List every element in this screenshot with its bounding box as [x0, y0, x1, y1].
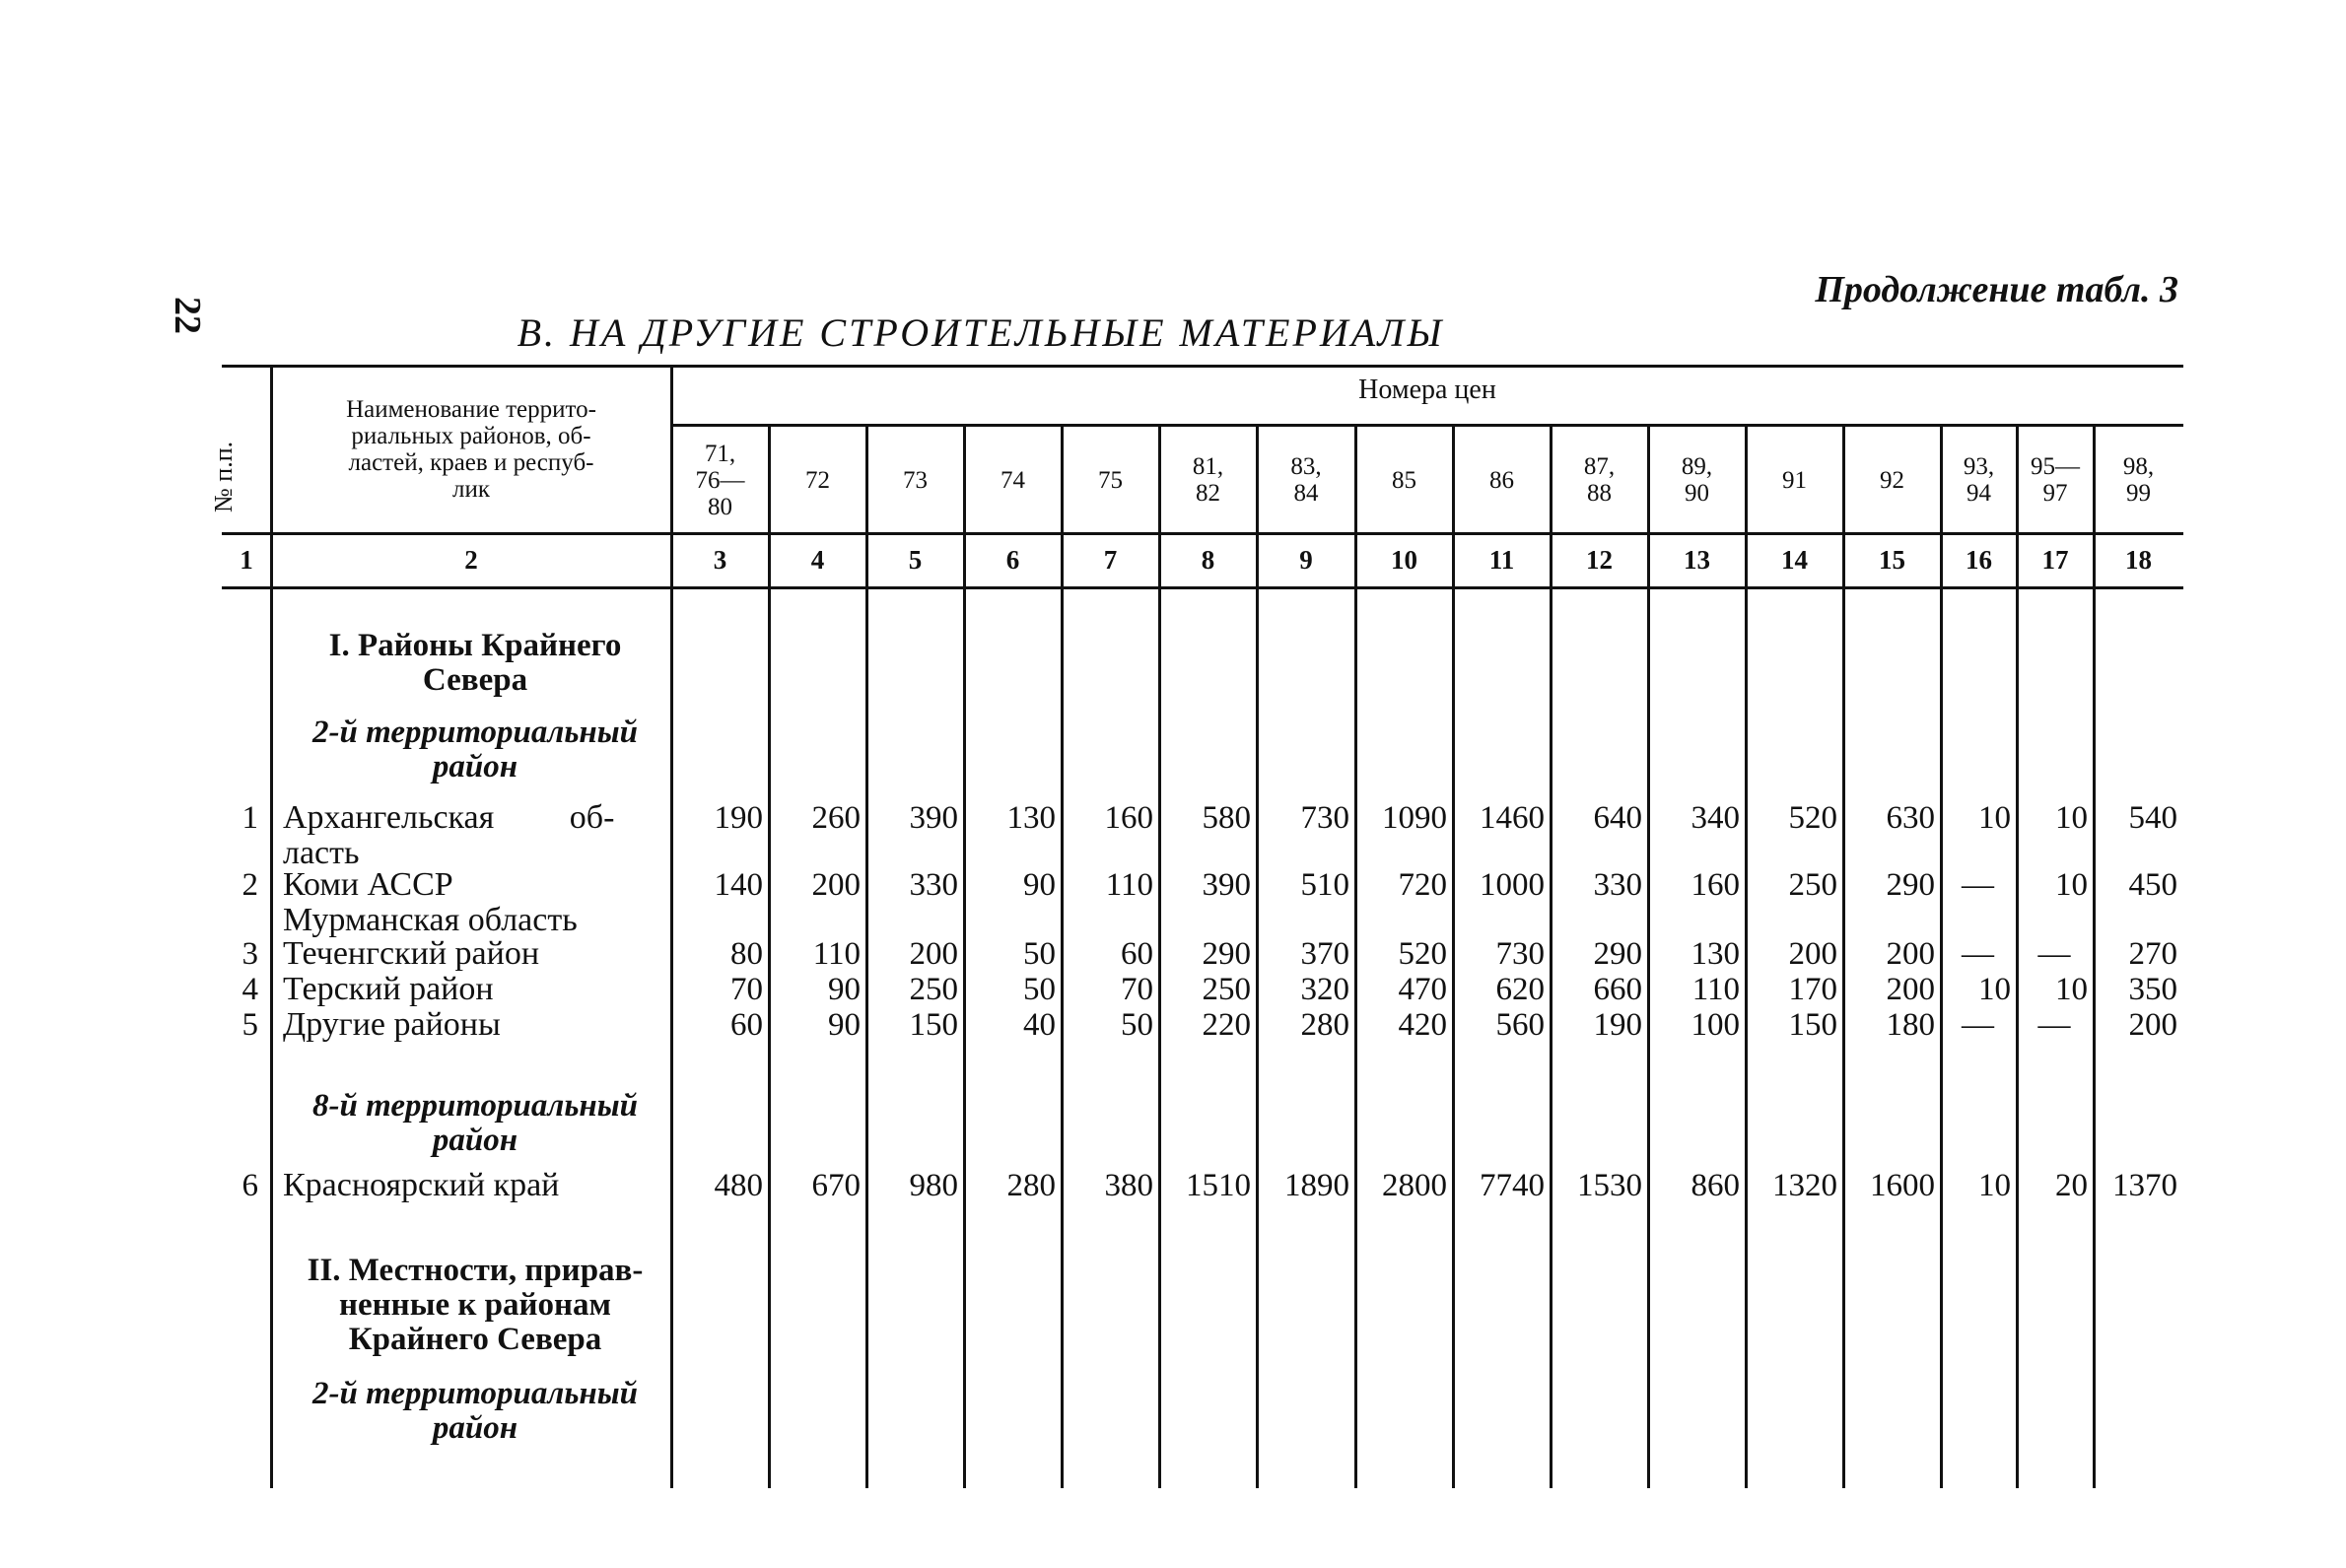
- table-title: В. НА ДРУГИЕ СТРОИТЕЛЬНЫЕ МАТЕРИАЛЫ: [517, 310, 1445, 355]
- section-2-title-line: Крайнего Севера: [348, 1322, 602, 1357]
- cell-value: 90: [828, 1007, 861, 1043]
- column-number: 6: [1005, 545, 1020, 575]
- rule-col-14: [1842, 424, 1845, 1488]
- column-number: 13: [1684, 545, 1710, 575]
- section-1-title-line: I. Районы Крайнего: [328, 628, 622, 663]
- cell-value: 60: [1121, 936, 1153, 972]
- column-number: 2: [464, 545, 478, 575]
- cell-value: 200: [909, 936, 958, 972]
- cell-value: 1890: [1284, 1168, 1349, 1203]
- header-price-line: 81,: [1192, 453, 1224, 480]
- cell-value: 520: [1788, 800, 1837, 836]
- rule-col-6: [1061, 424, 1064, 1488]
- header-price-line: 74: [1000, 466, 1025, 494]
- cell-value: 340: [1690, 800, 1740, 836]
- cell-value: 170: [1788, 972, 1837, 1007]
- section-1-title: [283, 629, 667, 698]
- header-price-col: [866, 467, 964, 494]
- cell-value: 140: [714, 867, 763, 903]
- rule-col-15: [1940, 424, 1943, 1488]
- column-number: 16: [1966, 545, 1992, 575]
- cell-value: 420: [1398, 1007, 1447, 1043]
- cell-value: 670: [811, 1168, 861, 1203]
- cell-value: 200: [1788, 936, 1837, 972]
- cell-value: 510: [1300, 867, 1349, 903]
- section-1-district-2-line: район: [432, 749, 518, 784]
- cell-value: 560: [1495, 1007, 1545, 1043]
- cell-value: 10: [2055, 867, 2088, 903]
- row-number: 1: [242, 800, 258, 836]
- row-name-line: Коми АССР: [283, 866, 453, 903]
- cell-value: 110: [1691, 972, 1740, 1007]
- column-number: 17: [2041, 545, 2069, 575]
- rule-col-3: [768, 424, 771, 1488]
- row-name-line: ласть: [283, 835, 360, 871]
- header-price-line: 75: [1098, 466, 1123, 494]
- cell-value: 20: [2055, 1168, 2088, 1203]
- cell-value: 980: [909, 1168, 958, 1203]
- column-number: 5: [908, 545, 923, 575]
- cell-value: 620: [1495, 972, 1545, 1007]
- header-price-col: [769, 467, 866, 494]
- column-number: 14: [1781, 545, 1808, 575]
- header-price-line: 85: [1392, 466, 1416, 494]
- header-price-col: [1159, 453, 1257, 507]
- column-number: 9: [1299, 545, 1313, 575]
- cell-value: 630: [1886, 800, 1935, 836]
- cell-value: 90: [828, 972, 861, 1007]
- rule-col-10: [1452, 424, 1455, 1488]
- header-price-col: [1843, 467, 1941, 494]
- cell-value: 160: [1690, 867, 1740, 903]
- cell-value: 280: [1006, 1168, 1056, 1203]
- cell-value: 730: [1300, 800, 1349, 836]
- cell-value: 350: [2128, 972, 2177, 1007]
- header-price-col: [1746, 467, 1843, 494]
- cell-value: 580: [1202, 800, 1251, 836]
- column-number: 8: [1201, 545, 1215, 575]
- cell-value: 50: [1023, 972, 1056, 1007]
- cell-value: 1600: [1870, 1168, 1935, 1203]
- cell-value: 160: [1104, 800, 1153, 836]
- header-price-line: 92: [1880, 466, 1904, 494]
- header-name-line: ластей, краев и респуб-: [348, 449, 594, 476]
- cell-value: 370: [1300, 936, 1349, 972]
- rule-col-17: [2093, 424, 2096, 1488]
- cell-value: 70: [730, 972, 763, 1007]
- row-number: 4: [242, 972, 258, 1007]
- section-1-district-8-line: 8-й территориальный: [312, 1088, 638, 1124]
- cell-value: 1530: [1577, 1168, 1642, 1203]
- cell-value: 380: [1104, 1168, 1153, 1203]
- cell-value: 200: [1886, 936, 1935, 972]
- rule-col-12: [1647, 424, 1650, 1488]
- header-price-line: 87,: [1583, 453, 1616, 480]
- row-number: 2: [242, 867, 258, 903]
- rule-col-2: [670, 365, 673, 1488]
- cell-value: 190: [714, 800, 763, 836]
- header-price-col: [1062, 467, 1159, 494]
- cell-value: 190: [1593, 1007, 1642, 1043]
- cell-value: 250: [1788, 867, 1837, 903]
- continuation-label: Продолжение табл. 3: [1815, 269, 2178, 310]
- row-name-line: Терский район: [283, 971, 494, 1007]
- cell-value: 130: [1690, 936, 1740, 972]
- row-name-line: Теченгский район: [283, 935, 540, 972]
- cell-value: 200: [811, 867, 861, 903]
- header-price-line: 91: [1782, 466, 1807, 494]
- cell-value: 150: [909, 1007, 958, 1043]
- cell-value: 50: [1121, 1007, 1153, 1043]
- header-prices-title: Номера цен: [1358, 375, 1496, 405]
- rule-col-16: [2016, 424, 2019, 1488]
- rule-col-11: [1550, 424, 1552, 1488]
- cell-value: 520: [1398, 936, 1447, 972]
- cell-value: 80: [730, 936, 763, 972]
- column-number: 4: [810, 545, 825, 575]
- cell-value: 10: [2055, 972, 2088, 1007]
- cell-value: 640: [1593, 800, 1642, 836]
- header-price-line: 95—: [2031, 453, 2080, 480]
- rule-col-1: [270, 365, 273, 1488]
- header-name-line: лик: [451, 476, 490, 503]
- cell-value: 660: [1593, 972, 1642, 1007]
- header-price-line: 72: [805, 466, 830, 494]
- cell-value: 70: [1121, 972, 1153, 1007]
- cell-value: 330: [909, 867, 958, 903]
- header-price-line: 89,: [1681, 453, 1713, 480]
- column-number: 11: [1488, 545, 1515, 575]
- row-number: 3: [242, 936, 258, 972]
- cell-value: 470: [1398, 972, 1447, 1007]
- header-price-col: [1453, 467, 1551, 494]
- header-price-line: 98,: [2122, 453, 2155, 480]
- header-price-col: [1551, 453, 1648, 507]
- header-price-line: 71,: [704, 440, 736, 467]
- page-number: 22: [167, 297, 208, 334]
- header-price-line: 84: [1293, 480, 1319, 507]
- cell-value: 10: [1978, 972, 2011, 1007]
- section-1-district-2-line: 2-й территориальный: [312, 715, 638, 750]
- cell-value: 150: [1788, 1007, 1837, 1043]
- header-price-line: 76—: [695, 466, 745, 494]
- section-1-district-8-line: район: [432, 1123, 518, 1158]
- cell-value: 290: [1202, 936, 1251, 972]
- header-price-col: [1355, 467, 1453, 494]
- rule-col-7: [1158, 424, 1161, 1488]
- rule-top: [222, 365, 2183, 368]
- cell-value: 110: [812, 936, 861, 972]
- cell-value: 130: [1006, 800, 1056, 836]
- header-price-col: [2094, 453, 2183, 507]
- header-price-col: [964, 467, 1062, 494]
- rule-numbers-bottom: [222, 586, 2183, 589]
- column-number: 3: [713, 545, 727, 575]
- header-name-line: риальных районов, об-: [351, 423, 591, 449]
- header-price-line: 86: [1489, 466, 1514, 494]
- rule-col-8: [1256, 424, 1259, 1488]
- row-name: [283, 1168, 667, 1203]
- section-2-title-line: II. Местности, прирав-: [307, 1253, 644, 1288]
- cell-value: 90: [1023, 867, 1056, 903]
- row-number: 6: [242, 1168, 258, 1203]
- section-1-title-line: Севера: [422, 662, 528, 698]
- cell-value: 110: [1105, 867, 1153, 903]
- cell-value: 720: [1398, 867, 1447, 903]
- section-1-district-8: [283, 1089, 667, 1158]
- cell-value: 1460: [1480, 800, 1545, 836]
- cell-value: 40: [1023, 1007, 1056, 1043]
- header-price-line: 90: [1685, 480, 1709, 507]
- cell-value: 250: [909, 972, 958, 1007]
- rule-col-9: [1354, 424, 1357, 1488]
- rule-col-5: [963, 424, 966, 1488]
- cell-value: 270: [2128, 936, 2177, 972]
- cell-value: 250: [1202, 972, 1251, 1007]
- cell-value: 10: [1978, 1168, 2011, 1203]
- row-label-murmansk: Мурманская область: [283, 902, 578, 938]
- cell-value: 730: [1495, 936, 1545, 972]
- column-number: 1: [240, 545, 253, 575]
- cell-value: 260: [811, 800, 861, 836]
- cell-value: 540: [2128, 800, 2177, 836]
- row-name: [283, 972, 667, 1007]
- header-price-col: [1257, 453, 1355, 507]
- cell-value: 180: [1886, 1007, 1935, 1043]
- cell-value: —: [2037, 936, 2071, 972]
- row-name-line: Другие районы: [283, 1006, 501, 1043]
- rule-col-13: [1745, 424, 1748, 1488]
- cell-value: 320: [1300, 972, 1349, 1007]
- header-price-line: 80: [708, 493, 732, 520]
- cell-value: —: [1962, 1007, 1994, 1043]
- cell-value: 200: [1886, 972, 1935, 1007]
- header-price-line: 94: [1966, 480, 1991, 507]
- section-2-district-2: [283, 1377, 667, 1446]
- cell-value: 100: [1690, 1007, 1740, 1043]
- cell-value: 450: [2128, 867, 2177, 903]
- cell-value: 290: [1886, 867, 1935, 903]
- cell-value: 860: [1690, 1168, 1740, 1203]
- header-price-line: 73: [903, 466, 928, 494]
- section-2-district-2-line: район: [432, 1410, 518, 1446]
- header-price-line: 82: [1196, 480, 1220, 507]
- column-number: 15: [1879, 545, 1905, 575]
- column-number: 18: [2125, 545, 2152, 575]
- header-price-line: 99: [2126, 480, 2151, 507]
- cell-value: 60: [730, 1007, 763, 1043]
- cell-value: 280: [1300, 1007, 1349, 1043]
- cell-value: 1370: [2112, 1168, 2177, 1203]
- header-price-col: [2017, 453, 2094, 507]
- cell-value: 10: [1978, 800, 2011, 836]
- row-name: [283, 936, 667, 972]
- section-2-district-2-line: 2-й территориальный: [312, 1376, 638, 1411]
- cell-value: 290: [1593, 936, 1642, 972]
- row-number: 5: [242, 1007, 258, 1043]
- header-price-line: 88: [1587, 480, 1612, 507]
- header-row-number: № п.п.: [209, 441, 238, 512]
- rule-col-4: [865, 424, 868, 1488]
- cell-value: 480: [714, 1168, 763, 1203]
- cell-value: 7740: [1480, 1168, 1545, 1203]
- column-number: 7: [1103, 545, 1118, 575]
- cell-value: 390: [909, 800, 958, 836]
- header-price-col: [1648, 453, 1746, 507]
- header-price-col: [1941, 453, 2017, 507]
- rule-header-bottom: [222, 532, 2183, 535]
- cell-value: —: [2037, 1007, 2071, 1043]
- column-number: 10: [1391, 545, 1417, 575]
- cell-value: 10: [2055, 800, 2088, 836]
- row-name: [283, 867, 667, 903]
- cell-value: 1510: [1186, 1168, 1251, 1203]
- header-price-col: [671, 441, 769, 520]
- header-price-line: 97: [2042, 480, 2068, 507]
- cell-value: 1090: [1382, 800, 1447, 836]
- cell-value: 1000: [1480, 867, 1545, 903]
- cell-value: 330: [1593, 867, 1642, 903]
- header-price-line: 83,: [1290, 453, 1322, 480]
- cell-value: 200: [2128, 1007, 2177, 1043]
- cell-value: —: [1962, 936, 1994, 972]
- header-name-line: Наименование террито-: [346, 396, 596, 423]
- rule-prices: [671, 424, 2183, 427]
- section-1-district-2: [283, 716, 667, 784]
- row-name: [283, 1007, 667, 1043]
- cell-value: 2800: [1382, 1168, 1447, 1203]
- cell-value: 1320: [1772, 1168, 1837, 1203]
- header-name: [271, 396, 671, 503]
- cell-value: 390: [1202, 867, 1251, 903]
- row-name-line: Архангельская об-: [283, 799, 615, 836]
- row-name-line: Красноярский край: [283, 1167, 560, 1203]
- cell-value: —: [1962, 867, 1994, 903]
- cell-value: 220: [1202, 1007, 1251, 1043]
- cell-value: 50: [1023, 936, 1056, 972]
- section-2-title-line: ненные к районам: [339, 1287, 611, 1323]
- section-2-title: [283, 1254, 667, 1357]
- row-name: [283, 800, 667, 871]
- header-price-line: 93,: [1963, 453, 1995, 480]
- column-number: 12: [1586, 545, 1613, 575]
